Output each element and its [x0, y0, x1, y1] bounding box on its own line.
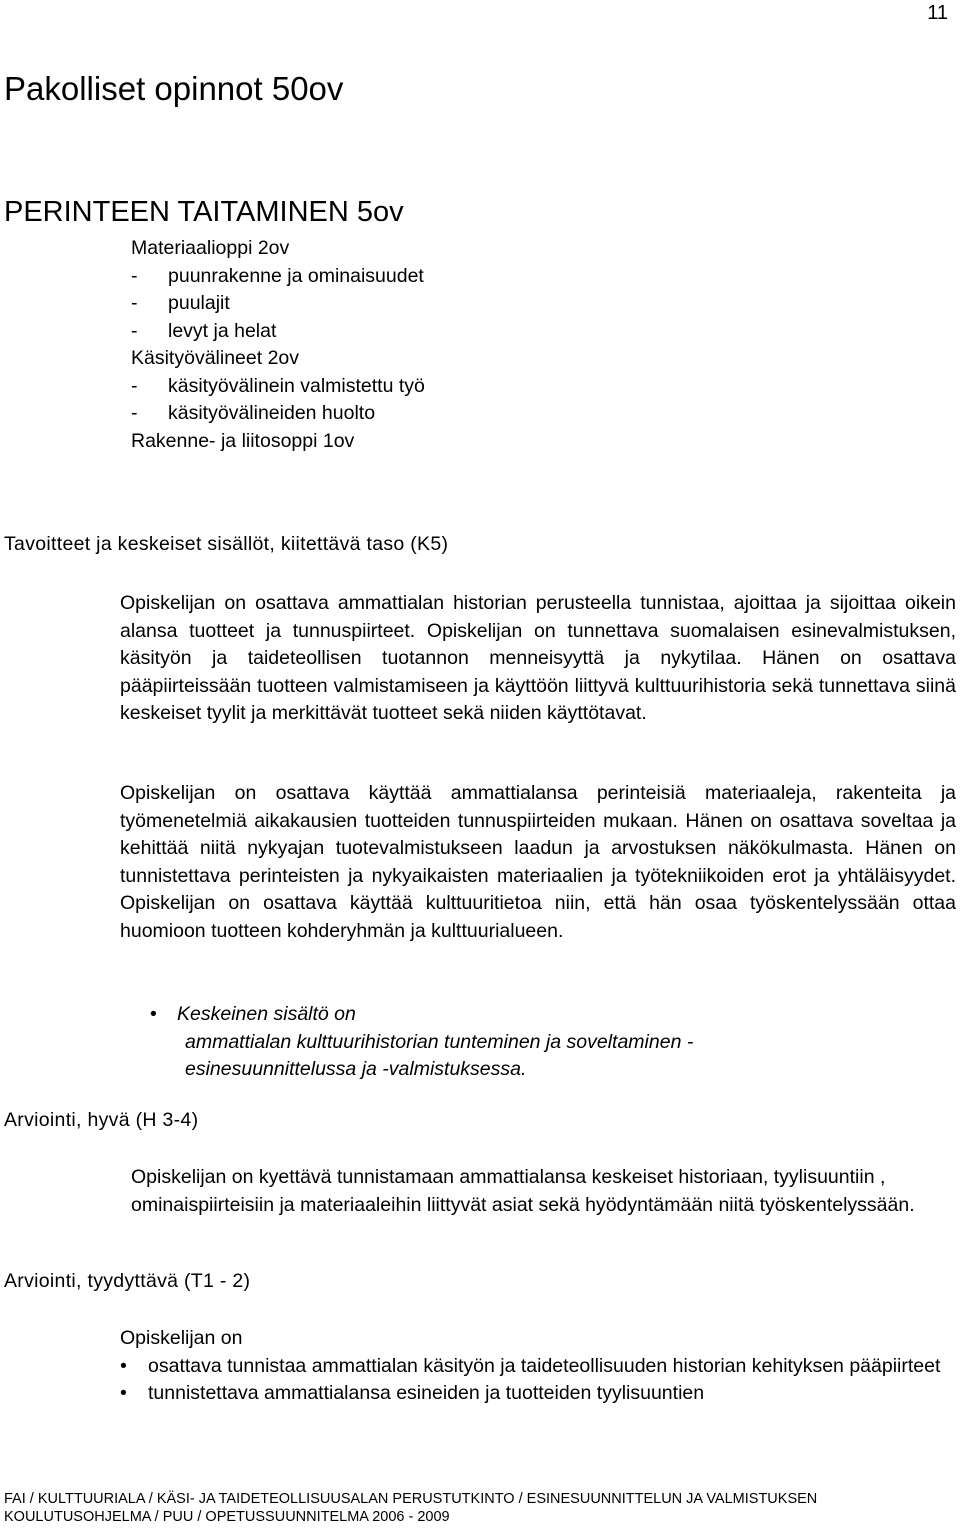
- key-content-label: Keskeinen sisältö on: [177, 1003, 356, 1025]
- key-content-line: esinesuunnittelussa ja -valmistuksessa.: [185, 1058, 527, 1080]
- module-subitem: - puulajit: [131, 292, 230, 314]
- list-item: • tunnistettava ammattialansa esineiden ja tuotteiden tyylisuuntien: [120, 1380, 956, 1408]
- good-grade-heading: Arviointi, hyvä (H 3-4): [4, 1109, 199, 1131]
- good-grade-text: Opiskelijan on kyettävä tunnistamaan ammattialansa keskeiset historiaan, tyylisuuntiin , ominaispiirteisiin ja materiaaleihin liittyvät asiat sekä hyödyntämään niitä työskentelyssään.: [131, 1166, 915, 1216]
- goals-heading: Tavoitteet ja keskeiset sisällöt, kiitettävä taso (K5): [4, 533, 449, 555]
- key-content-line: ammattialan kulttuurihistorian tunteminen ja soveltaminen -: [185, 1030, 694, 1053]
- footer-line: KOULUTUSOHJELMA / PUU / OPETUSSUUNNITELMA 2006 - 2009: [4, 1509, 450, 1525]
- page-title: Pakolliset opinnot 50ov: [4, 70, 344, 107]
- footer: [4, 1490, 817, 1526]
- module-list: [131, 235, 425, 455]
- satisfactory-grade-heading: Arviointi, tyydyttävä (T1 - 2): [4, 1270, 251, 1292]
- bullet-icon: •: [120, 1382, 127, 1404]
- satisfactory-intro: Opiskelijan on: [120, 1327, 243, 1349]
- list-item: • osattava tunnistaa ammattialan käsityön ja taideteollisuuden historian kehityksen pääpiirteet: [120, 1353, 956, 1381]
- module-item: Käsityövälineet 2ov: [131, 347, 300, 369]
- satisfactory-grade-section: [120, 1325, 956, 1408]
- footer-line: FAI / KULTTUURIALA / KÄSI- JA TAIDETEOLLISUUSALAN PERUSTUTKINTO / ESINESUUNNITTELUN JA VALMISTUKSEN: [4, 1491, 818, 1507]
- section-heading: PERINTEEN TAITAMINEN 5ov: [4, 196, 404, 228]
- goals-paragraph-2: Opiskelijan on osattava käyttää ammattialansa perinteisiä materiaaleja, rakenteita ja työmenetelmiä aikakausien tuotteiden tunnuspiirteiden mukaan. Hänen on osattava soveltaa ja kehittää niitä nykyajan tuotevalmistukseen laadun ja arvostuksen näkökulmasta. Hänen on tunnistettava perinteisten ja nykyaikaisten materiaalien ja työtekniikoiden erot ja yhtäläisyydet. Opiskelijan on osattava käyttää kulttuuritietoa niin, että hän osaa työskentelyssään ottaa huomioon tuotteen kohderyhmän ja kulttuurialueen.: [120, 782, 956, 942]
- module-item: Rakenne- ja liitosoppi 1ov: [131, 429, 355, 452]
- page-number: 11: [927, 2, 948, 24]
- module-subitem: - puunrakenne ja ominaisuudet: [131, 264, 424, 287]
- module-subitem: - käsityövälineiden huolto: [131, 402, 376, 424]
- module-item: Materiaalioppi 2ov: [131, 237, 290, 259]
- key-content: [150, 1001, 693, 1084]
- module-subitem: - käsityövälinein valmistettu työ: [131, 374, 425, 397]
- bullet-icon: •: [150, 1003, 157, 1025]
- bullet-icon: •: [120, 1354, 127, 1377]
- goals-paragraph-1: Opiskelijan on osattava ammattialan historian perusteella tunnistaa, ajoittaa ja sijoittaa oikein alansa tuotteet ja tunnuspiirteet. Opiskelijan on tunnettava suomalaisen esinevalmistuksen, käsityön ja taideteollisen tuotannon menneisyyttä ja nykytilaa. Hänen on osattava pääpiirteissään tuotteen valmistamiseen ja käyttöön liittyvä kulttuurihistoria sekä tunnettava siinä keskeiset tyylit ja merkittävät tuotteet sekä niiden käyttötavat.: [120, 592, 956, 724]
- module-subitem: - levyt ja helat: [131, 319, 277, 342]
